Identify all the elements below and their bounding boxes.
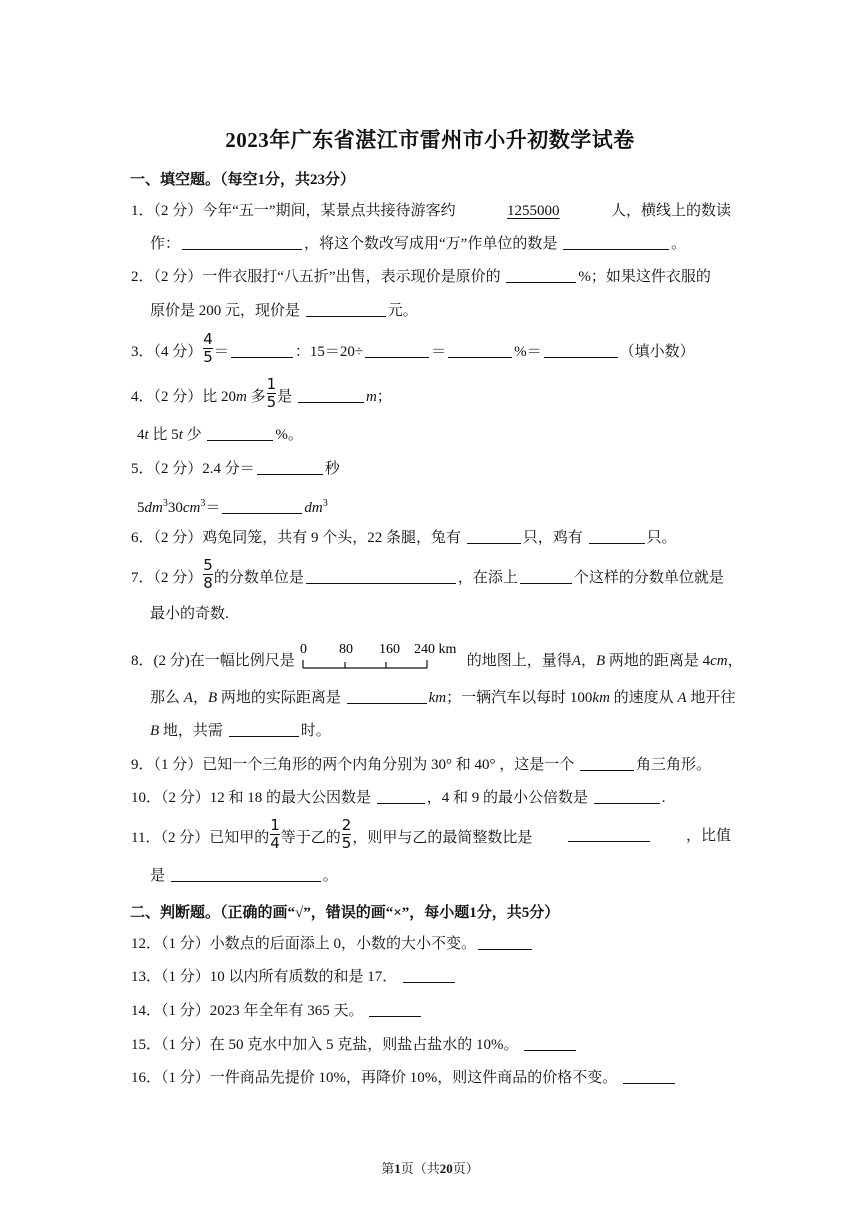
footer-page-number: 1 (394, 1161, 401, 1176)
q11-text-a: 11．（2 分）已知甲的 (131, 829, 270, 846)
question-8-line-2 (150, 688, 750, 708)
q4-text-f: 比 5 (148, 427, 179, 443)
q4-text-h: %。 (275, 427, 303, 443)
page-title: 2023年广东省湛江市雷州市小升初数学试卷 (225, 128, 635, 152)
q11-frac1-numerator: 1 (270, 816, 280, 834)
q3-text-f: （填小数） (619, 343, 695, 360)
q6-answer-blank-1[interactable] (467, 528, 521, 544)
q5-sup-1: 3 (162, 498, 168, 509)
scale-label-80: 80 (338, 641, 353, 657)
q9-answer-blank[interactable] (580, 755, 634, 771)
q15-text: 15．（1 分）在 50 克水中加入 5 克盐，则盐占盐水的 10%。 (131, 1037, 519, 1053)
q4-frac-denominator: 5 (266, 393, 277, 411)
q4-answer-blank-2[interactable] (207, 425, 273, 441)
q2-answer-blank-2[interactable] (306, 301, 386, 317)
question-11-line-2 (150, 866, 750, 886)
q4-text-g: 少 (182, 427, 202, 443)
q9-text-b: 角三角形。 (636, 757, 712, 773)
q5-unit-dm: dm (144, 500, 163, 516)
q11-text-b: 等于乙的 (280, 829, 341, 846)
section-true-false-heading: 二、判断题。（正确的画“√”，错误的画“×”，每小题1分，共5分） (130, 905, 560, 921)
question-8-line-3 (150, 721, 750, 741)
q11-text-d: ，比值 (685, 828, 731, 844)
question-1-line-2 (150, 234, 750, 254)
q12-text: 12．（1 分）小数点的后面添上 0，小数的大小不变。 (131, 936, 477, 952)
q8-unit-km: km (428, 690, 447, 706)
scale-label-160: 160 (378, 641, 400, 657)
q14-answer-blank[interactable] (369, 1001, 421, 1017)
section-fill-in-blanks-heading: 一、填空题。（每空1分，共23分） (130, 172, 356, 188)
question-7-line-1 (131, 556, 731, 592)
q7-fraction (203, 558, 213, 591)
q1-answer-blank-2[interactable] (563, 234, 669, 250)
q5-answer-blank-2[interactable] (222, 498, 302, 514)
q8-answer-blank-1[interactable] (347, 688, 427, 704)
question-16 (131, 1068, 731, 1088)
q11-fraction-1 (270, 818, 280, 851)
q4-fraction (267, 377, 277, 410)
q8-text-d: ， (727, 653, 743, 669)
q8-text-e: 那么 (150, 690, 181, 706)
q1-text-a: 1．（2 分）今年“五一”期间，某景点共接待游客约 (131, 203, 456, 219)
q7-frac-numerator: 5 (203, 556, 213, 574)
q5-unit-dm-2: dm (304, 500, 323, 516)
q11-fraction-2 (342, 818, 352, 851)
q5-text-a: 5．（2 分）2.4 分＝ (131, 461, 255, 477)
q2-text-b: %；如果这件衣服的 (578, 269, 711, 285)
q16-answer-blank[interactable] (623, 1068, 675, 1084)
q8-text-g: ；一辆汽车以每时 100 (446, 690, 593, 706)
question-4-line-2 (137, 425, 737, 445)
question-3 (131, 330, 731, 366)
q8-point-b-2: B (207, 690, 218, 706)
question-10 (131, 788, 731, 808)
question-8-line-1 (131, 641, 743, 672)
q14-text: 14．（1 分）2023 年全年有 365 天。 (131, 1003, 364, 1019)
q4-unit-m: m (236, 388, 247, 405)
q10-answer-blank-1[interactable] (377, 788, 425, 804)
q2-text-a: 2．（2 分）一件衣服打“八五折”出售，表示现价是原价的 (131, 269, 501, 285)
q8-text-i: 地开往 (686, 690, 736, 706)
q7-text-a: 7．（2 分） (131, 569, 203, 586)
question-4-line-1 (131, 375, 731, 411)
q6-text-b: 只，鸡有 (522, 530, 583, 546)
q6-text-c: 只。 (646, 530, 677, 546)
q11-text-c: ，则甲与乙的最简整数比是 (352, 829, 533, 846)
q1-text-b: 人，横线上的数读 (610, 203, 731, 219)
q3-frac-denominator: 5 (203, 348, 213, 366)
q13-answer-blank[interactable] (403, 967, 455, 983)
question-13 (131, 967, 731, 987)
question-1-line-1 (131, 201, 731, 221)
q4-unit-m-2: m (365, 388, 377, 405)
footer-text-a: 第 (381, 1161, 395, 1176)
q8-text-a: 8．(2 分)在一幅比例尺是 (131, 653, 295, 669)
question-12 (131, 934, 731, 954)
question-9 (131, 755, 731, 775)
q8-text-h: 的速度从 (609, 690, 674, 706)
q4-text-c: 是 (277, 388, 293, 405)
q7-text-c: ，在添上 (457, 569, 518, 586)
q5-text-c: 5 (137, 500, 145, 516)
q3-answer-blank-4[interactable] (544, 342, 618, 358)
page-footer (0, 1158, 860, 1177)
map-scale-bar (299, 642, 463, 672)
q3-answer-blank-1[interactable] (231, 342, 293, 358)
q8-unit-km-2: km (592, 690, 610, 706)
q6-answer-blank-2[interactable] (589, 528, 645, 544)
q11-text-f: 。 (322, 868, 338, 884)
question-6 (131, 528, 731, 548)
q1-text-d: ，将这个数改写成用“万”作单位的数是 (304, 236, 558, 252)
q8-text-b: 的地图上，量得 (466, 653, 572, 669)
q3-answer-blank-3[interactable] (448, 342, 512, 358)
q8-text-c: 两地的距离是 4 (605, 653, 711, 669)
q7-text-d: 个这样的分数单位就是 (573, 569, 724, 586)
q11-text-e: 是 (150, 868, 166, 884)
q7-answer-blank-2[interactable] (520, 568, 572, 584)
q1-text-e: 。 (671, 236, 687, 252)
q9-text-a: 9．（1 分）已知一个三角形的两个内角分别为 30° 和 40° ，这是一个 (131, 757, 575, 773)
q8-point-b-3: B (150, 723, 160, 739)
q4-text-b: 多 (246, 388, 266, 405)
q3-frac-numerator: 4 (203, 330, 213, 348)
q7-text-b: 的分数单位是 (213, 569, 304, 586)
q5-sup-3: 3 (322, 498, 328, 509)
q10-answer-blank-2[interactable] (594, 788, 660, 804)
q12-answer-blank[interactable] (478, 934, 532, 950)
q8-comma: ， (580, 653, 596, 669)
q3-answer-blank-2[interactable] (365, 342, 429, 358)
q11-answer-blank-2[interactable] (171, 866, 321, 882)
q4-text-d: ； (376, 388, 392, 405)
q8-text-f: 两地的实际距离是 (217, 690, 341, 706)
q8-text-k: 时。 (300, 723, 331, 739)
q4-var-t1: t (144, 427, 149, 443)
q5-text-e: ＝ (205, 500, 221, 516)
q5-text-b: 秒 (324, 461, 340, 477)
question-15 (131, 1035, 731, 1055)
q4-text-e: 4 (137, 427, 145, 443)
q3-text-c: ：15＝20÷ (294, 343, 364, 360)
question-7-line-2: 最小的奇数. (150, 606, 229, 622)
q1-answer-blank-1[interactable] (182, 234, 302, 250)
q7-frac-denominator: 8 (203, 574, 213, 592)
q8-point-b: B (595, 653, 606, 669)
q2-answer-blank-1[interactable] (506, 267, 576, 283)
q1-number: 1255000 (507, 203, 560, 219)
q13-text: 13．（1 分）10 以内所有质数的和是 17． (131, 969, 398, 985)
q3-text-b: ＝ (213, 343, 229, 360)
q7-answer-blank-1[interactable] (306, 568, 456, 584)
q10-text-b: ，4 和 9 的最小公倍数是 (426, 790, 589, 806)
q4-var-t2: t (178, 427, 183, 443)
q16-text: 16．（1 分）一件商品先提价 10%，再降价 10%，则这件商品的价格不变。 (131, 1070, 618, 1086)
footer-text-c: 页） (452, 1161, 479, 1176)
question-14 (131, 1001, 731, 1021)
q8-text-j: 地，共需 (159, 723, 223, 739)
q8-unit-cm: cm (710, 653, 728, 669)
footer-text-b: 页（共 (400, 1161, 440, 1176)
q10-text-a: 10．（2 分）12 和 18 的最大公因数是 (131, 790, 372, 806)
question-2-line-1 (131, 267, 731, 287)
question-11-line-1 (131, 816, 731, 852)
question-5-line-2 (137, 494, 737, 518)
q5-unit-cm: cm (182, 500, 201, 516)
q11-part-1 (131, 816, 533, 852)
q8-comma-2: ， (192, 690, 208, 706)
q3-fraction (203, 332, 213, 365)
q2-text-c: 原价是 200 元，现价是 (150, 303, 301, 319)
q3-text-a: 3．（4 分） (131, 343, 203, 360)
q2-text-d: 元。 (387, 303, 418, 319)
q1-text-c: 作： (150, 236, 181, 252)
q5-sup-2: 3 (200, 498, 206, 509)
q3-text-d: ＝ (431, 343, 447, 360)
q5-text-d: 30 (167, 500, 183, 516)
q8-point-a: A (571, 653, 581, 669)
q5-answer-blank-1[interactable] (257, 459, 323, 475)
scale-label-240km: 240 km (413, 641, 457, 657)
question-2-line-2 (150, 301, 750, 321)
q4-answer-blank-1[interactable] (298, 387, 364, 403)
scale-label-0: 0 (299, 641, 307, 657)
question-5-line-1 (131, 459, 731, 479)
q11-answer-blank-1[interactable] (568, 826, 650, 842)
q11-frac2-denominator: 5 (341, 834, 352, 852)
q6-text-a: 6．（2 分）鸡兔同笼，共有 9 个头，22 条腿，兔有 (131, 530, 462, 546)
q10-text-c: . (661, 790, 666, 806)
q4-text-a: 4．（2 分）比 20 (131, 388, 237, 405)
q3-text-e: %＝ (514, 343, 542, 360)
q8-answer-blank-2[interactable] (229, 721, 299, 737)
q8-point-a-3: A (677, 690, 687, 706)
q4-frac-numerator: 1 (266, 375, 277, 393)
footer-total-pages: 20 (439, 1161, 453, 1176)
q15-answer-blank[interactable] (524, 1035, 576, 1051)
q8-point-a-2: A (183, 690, 193, 706)
q11-frac1-denominator: 4 (270, 834, 280, 852)
q11-frac2-numerator: 2 (341, 816, 352, 834)
